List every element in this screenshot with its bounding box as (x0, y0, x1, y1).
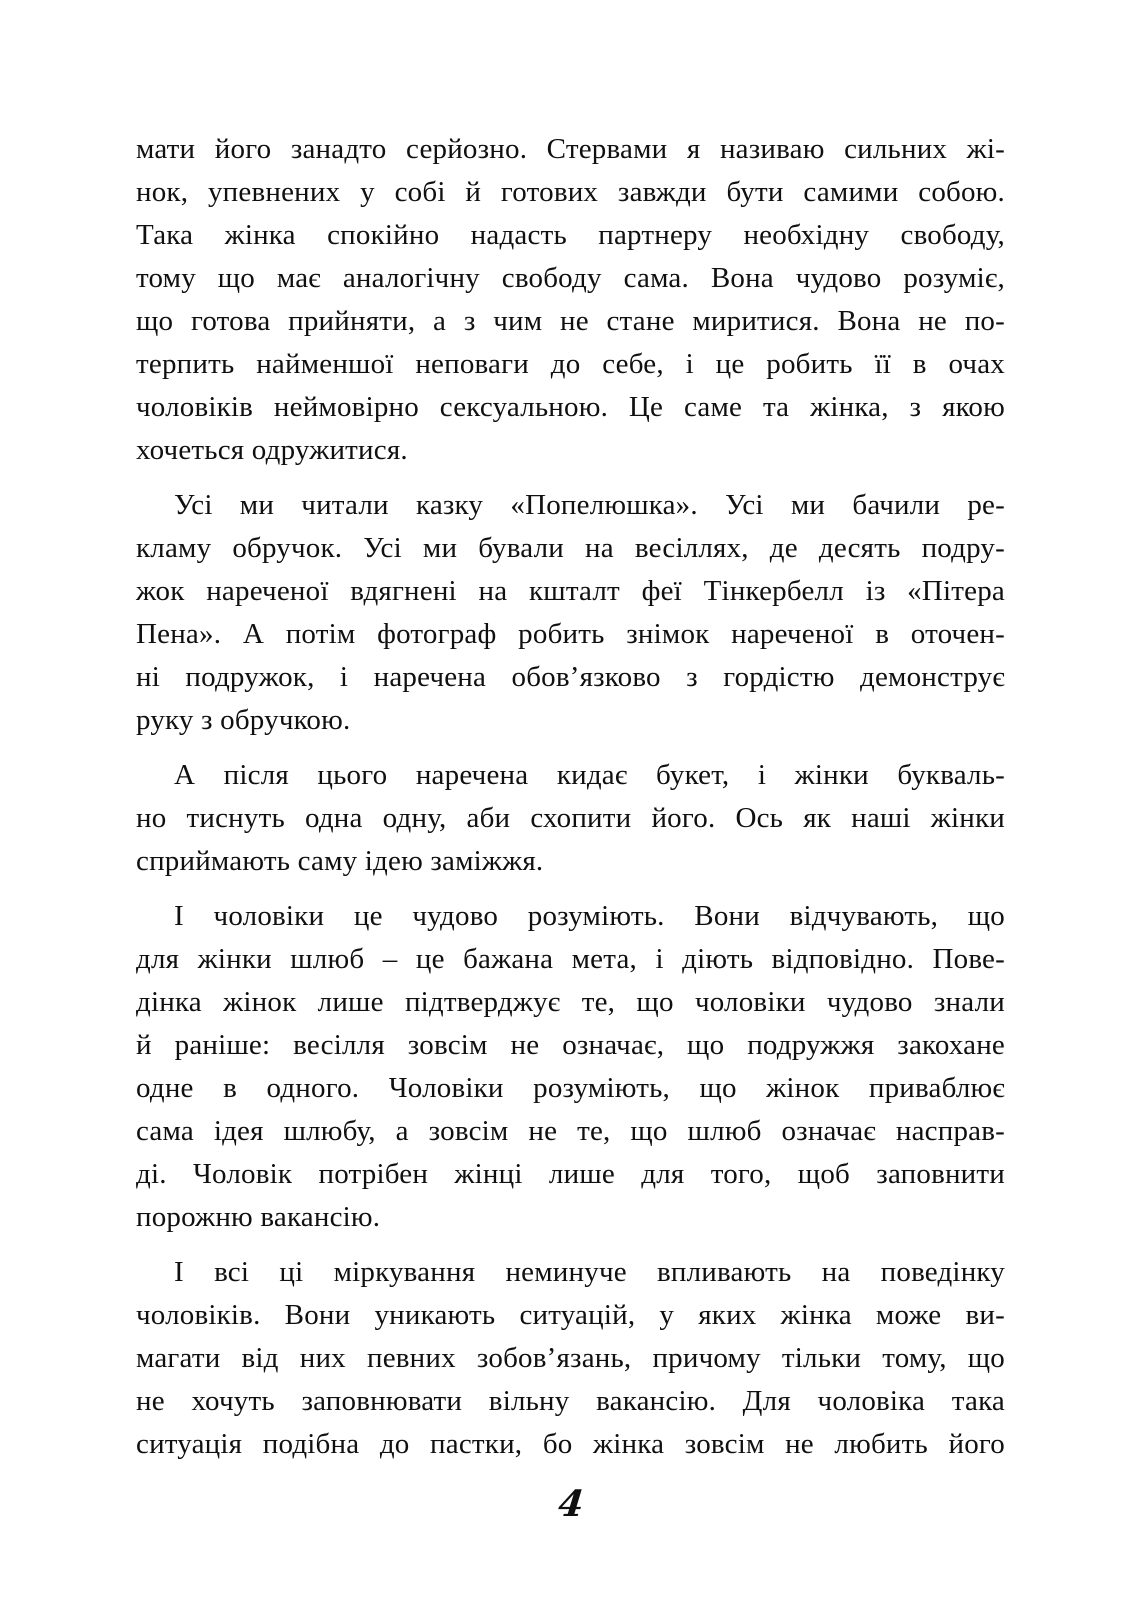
paragraph (136, 1251, 1005, 1466)
paragraph (136, 895, 1005, 1239)
text-line: й раніше: весілля зовсім не означає, що подружжя закохане (136, 1029, 1005, 1061)
text-line: чоловіків неймовірно сексуальною. Це саме та жінка, з якою (136, 391, 1005, 423)
text-line: Така жінка спокійно надасть партнеру необхідну свободу, (136, 219, 1005, 251)
text-line: но тиснуть одна одну, аби схопити його. Ось як наші жінки (136, 802, 1005, 834)
text-line: дінка жінок лише підтверджує те, що чоловіки чудово знали (136, 986, 1005, 1018)
text-block (136, 128, 1005, 1478)
text-line: І чоловіки це чудово розуміють. Вони відчувають, що (174, 900, 1005, 932)
text-line: А після цього наречена кидає букет, і жінки букваль- (174, 759, 1005, 791)
text-line: кламу обручок. Усі ми бували на весіллях, де десять подру- (136, 532, 1005, 564)
text-line: одне в одного. Чоловіки розуміють, що жінок приваблює (136, 1072, 1005, 1104)
text-line: ді. Чоловік потрібен жінці лише для того, щоб заповнити (136, 1158, 1005, 1190)
paragraph (136, 128, 1005, 472)
text-line: що готова прийняти, а з чим не стане миритися. Вона не по- (136, 305, 1005, 337)
text-line: хочеться одружитися. (136, 434, 408, 466)
text-line: магати від них певних зобов’язань, причому тільки тому, що (136, 1342, 1005, 1374)
text-line: ні подружок, і наречена обов’язково з гордістю демонструє (136, 661, 1005, 693)
text-line: руку з обручкою. (136, 704, 351, 736)
text-line: терпить найменшої неповаги до себе, і це робить її в очах (136, 348, 1005, 380)
text-line: сприймають саму ідею заміжжя. (136, 845, 544, 877)
paragraph (136, 484, 1005, 742)
text-line: ситуація подібна до пастки, бо жінка зовсім не любить його (136, 1428, 1005, 1460)
text-line: нок, упевнених у собі й готових завжди бути самими собою. (136, 176, 1005, 208)
text-line: не хочуть заповнювати вільну вакансію. Для чоловіка така (136, 1385, 1005, 1417)
text-line: Пена». А потім фотограф робить знімок нареченої в оточен- (136, 618, 1005, 650)
page-number: 4 (556, 1483, 586, 1525)
text-line: для жінки шлюб – це бажана мета, і діють відповідно. Пове- (136, 943, 1005, 975)
text-line: мати його занадто серйозно. Стервами я називаю сильних жі- (136, 133, 1005, 165)
text-line: жок нареченої вдягнені на кшталт феї Тінкербелл із «Пітера (136, 575, 1005, 607)
text-line: тому що має аналогічну свободу сама. Вона чудово розуміє, (136, 262, 1005, 294)
text-line: І всі ці міркування неминуче впливають на поведінку (174, 1256, 1005, 1288)
text-line: чоловіків. Вони уникають ситуацій, у яких жінка може ви- (136, 1299, 1005, 1331)
text-line: сама ідея шлюбу, а зовсім не те, що шлюб означає насправ- (136, 1115, 1005, 1147)
paragraph (136, 754, 1005, 883)
text-line: Усі ми читали казку «Попелюшка». Усі ми бачили ре- (174, 489, 1005, 521)
text-line: порожню вакансію. (136, 1201, 381, 1233)
